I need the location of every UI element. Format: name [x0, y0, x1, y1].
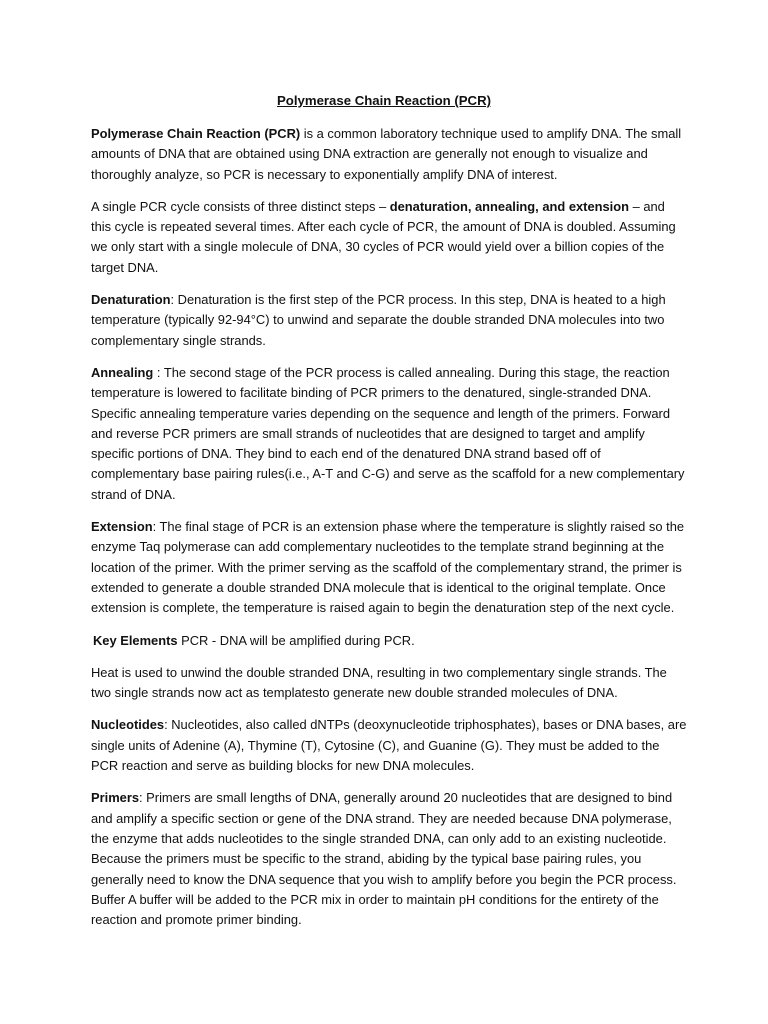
term-key-elements: Key Elements: [93, 632, 178, 648]
paragraph-text: : Denaturation is the first step of the PCR process. In this step, DNA is heated to a high temperature (typically 92-94°C) to unwind and separate the double stranded DNA molecules into two complementary single strands.: [91, 292, 666, 348]
paragraph-text: : Primers are small lengths of DNA, generally around 20 nucleotides that are designed to bind and amplify a specific section or gene of the DNA strand. They are needed because DNA polymerase, the enzyme that adds nucleotides to the single stranded DNA, can only add to an existing nucleotide. Because the primers must be specific to the strand, abiding by the typical base pairing rules, you generally need to know the DNA sequence that you wish to amplify before you begin the PCR process. Buffer A buffer will be added to the PCR mix in order to maintain pH conditions for the entirety of the reaction and promote primer binding.: [91, 790, 677, 928]
paragraph-text: is a common laboratory technique used to amplify DNA. The small amounts of DNA that are obtained using DNA extraction are generally not enough to visualize and thoroughly analyze, so PCR is necessary to exponentially amplify DNA of interest.: [91, 126, 682, 182]
document-body: [91, 124, 687, 942]
paragraph-text: A single PCR cycle consists of three distinct steps –: [91, 198, 390, 214]
paragraph-text: : The final stage of PCR is an extension phase where the temperature is slightly raised so the enzyme Taq polymerase can add complementary nucleotides to the template strand beginning at the location of the primer. With the primer serving as the scaffold of the complementary strand, the primer is extended to generate a double stranded DNA molecule that is identical to the original template. Once extension is complete, the temperature is raised again to begin the denaturation step of the next cycle.: [91, 519, 685, 616]
paragraph-primers: [91, 788, 687, 930]
paragraph-annealing: [91, 363, 687, 505]
paragraph-key-elements: [91, 631, 687, 651]
paragraph-extension: [91, 517, 687, 618]
term-steps: denaturation, annealing, and extension: [389, 198, 629, 214]
term-nucleotides: Nucleotides: [91, 717, 165, 733]
term-annealing: Annealing: [91, 364, 157, 380]
term-pcr: Polymerase Chain Reaction (PCR): [91, 126, 301, 141]
term-primers: Primers: [91, 790, 140, 806]
term-extension: Extension: [91, 519, 153, 535]
paragraph-pcr-cycle: [91, 197, 687, 278]
paragraph-text: PCR - DNA will be amplified during PCR.: [177, 632, 415, 648]
paragraph-text: Heat is used to unwind the double stranded DNA, resulting in two complementary single strands. The two single strands now act as templatesto generate new double stranded molecules of DNA.: [91, 664, 667, 701]
document-title: Polymerase Chain Reaction (PCR): [277, 93, 491, 108]
paragraph-text: : Nucleotides, also called dNTPs (deoxynucleotide triphosphates), bases or DNA bases, are single units of Adenine (A), Thymine (T), Cytosine (C), and Guanine (G). They must be added to the PCR reaction and serve as building blocks for new DNA molecules.: [91, 717, 687, 774]
paragraph-heat: [91, 663, 687, 704]
paragraph-text: – and this cycle is repeated several times. After each cycle of PCR, the amount of DNA is doubled. Assuming we only start with a single molecule of DNA, 30 cycles of PCR would yield over a billion copies of the target DNA.: [91, 198, 676, 275]
paragraph-nucleotides: [91, 715, 687, 776]
term-denaturation: Denaturation: [91, 292, 171, 308]
paragraph-text: : The second stage of the PCR process is called annealing. During this stage, the reaction temperature is lowered to facilitate binding of PCR primers to the denatured, single-stranded DNA. Specific annealing temperature varies depending on the sequence and length of the primers. Forward and reverse PCR primers are small strands of nucleotides that are designed to target and amplify specific portions of DNA. They bind to each end of the denatured DNA strand based off of complementary base pairing rules(i.e., A-T and C-G) and serve as the scaffold for a new complementary strand of DNA.: [91, 364, 685, 502]
paragraph-denaturation: [91, 290, 687, 351]
paragraph-pcr-intro: [91, 124, 687, 185]
